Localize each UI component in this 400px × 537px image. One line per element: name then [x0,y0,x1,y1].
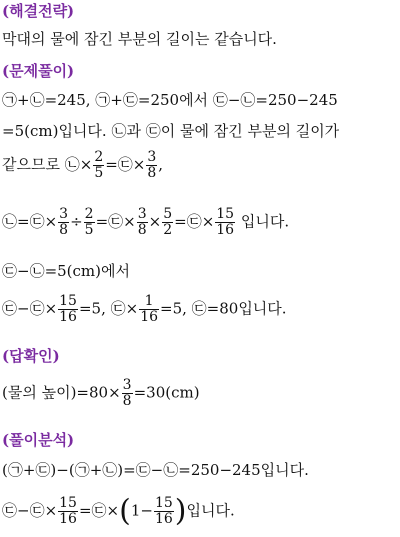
fraction: $\frac{3}{8}$ [122,377,132,409]
solution-line-2: =5(cm)입니다. ㉡과 ㉢이 물에 잠긴 부분의 길이가 [2,122,340,140]
check-line: (물의 높이)=80× $\frac{3}{8}$ =30(cm) [2,377,200,409]
strategy-text: 막대의 물에 잠긴 부분의 길이는 같습니다. [2,30,277,48]
fraction: $\frac{15}{16}$ [216,206,235,238]
fraction: $\frac{3}{8}$ [59,206,69,238]
solution-line-4: ㉡=㉢× $\frac{3}{8}$ ÷ $\frac{2}{5}$ =㉢× $\frac{3}{8}$ × $\frac{5}{2}$ =㉢× $\frac{15}{16}$ 입니다. [2,206,290,238]
heading-check: (답확인) [2,347,60,365]
solution-line-1: ㉠+㉡=245, ㉠+㉢=250에서 ㉢−㉡=250−245 [2,91,338,109]
solution-line-3: 같으므로 ㉡× $\frac{2}{5}$ =㉢× $\frac{3}{8}$ , [2,149,164,181]
fraction: $\frac{15}{16}$ [59,495,77,527]
fraction: $\frac{15}{16}$ [59,293,77,325]
fraction: $\frac{1}{16}$ [140,293,159,325]
heading-strategy: (해결전략) [2,2,75,20]
fraction: $\frac{3}{8}$ [147,149,157,181]
fraction: $\frac{2}{5}$ [94,149,104,181]
fraction: $\frac{2}{5}$ [84,206,94,238]
heading-analysis: (풀이분석) [2,431,75,449]
fraction: $\frac{5}{2}$ [163,206,173,238]
solution-line-5: ㉢−㉡=5(cm)에서 [2,262,130,280]
analysis-line-2: ㉢−㉢× $\frac{15}{16}$ =㉢×(1− $\frac{15}{16}$ )입니다. [2,493,235,529]
solution-line-6: ㉢−㉢× $\frac{15}{16}$ =5, ㉢× $\frac{1}{16}$ =5, ㉢=80입니다. [2,293,287,325]
heading-solution: (문제풀이) [2,62,75,80]
fraction: $\frac{3}{8}$ [137,206,147,238]
fraction: $\frac{15}{16}$ [154,495,173,527]
analysis-line-1: (㉠+㉢)−(㉠+㉡)=㉢−㉡=250−245입니다. [2,461,309,479]
